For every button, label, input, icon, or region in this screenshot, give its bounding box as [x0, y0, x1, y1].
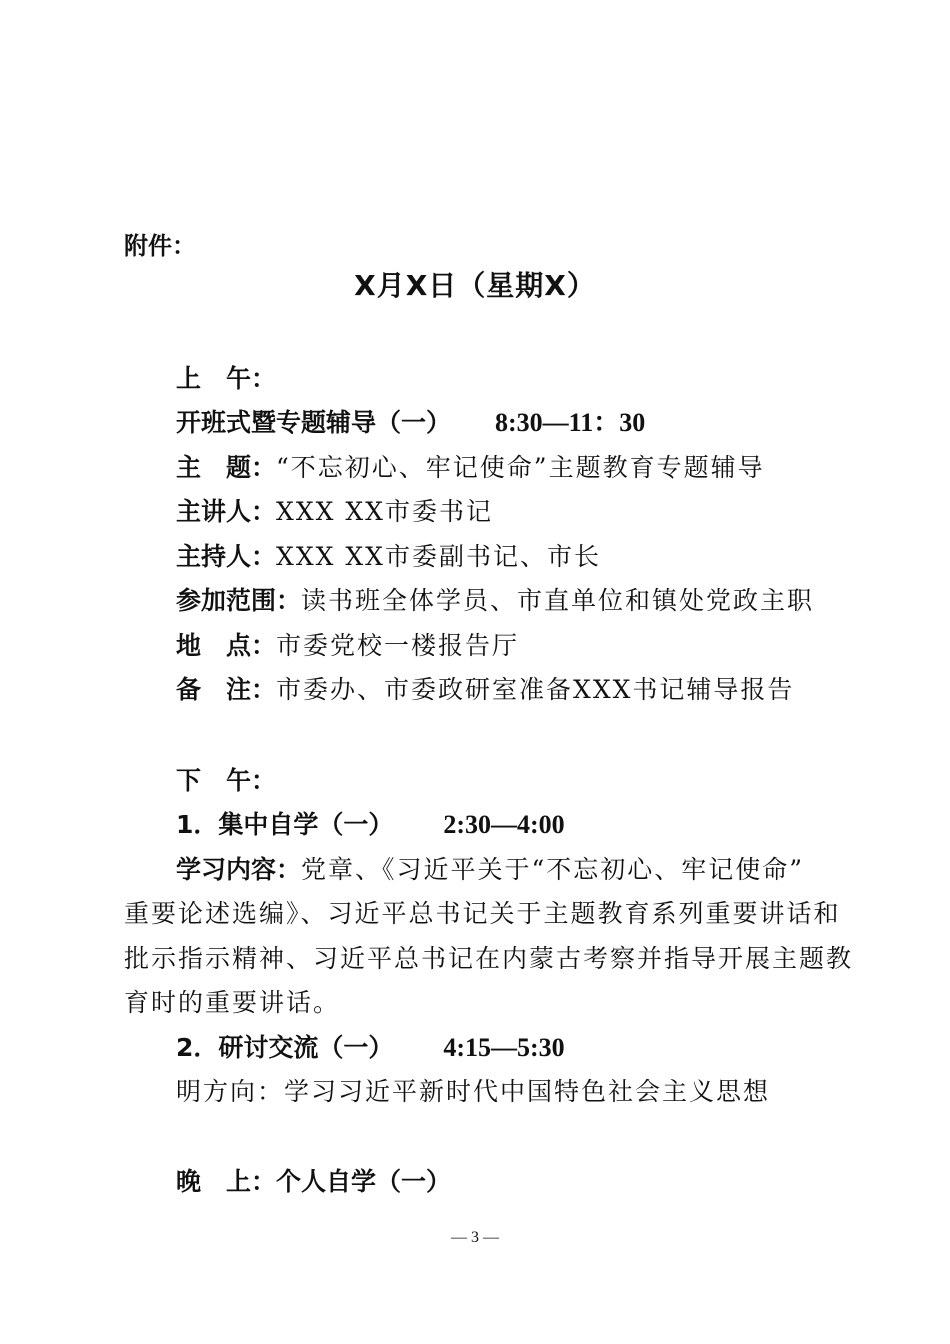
content-line-2: 重要论述选编》、习近平总书记关于主题教育系列重要讲话和	[124, 899, 841, 928]
content-row	[176, 852, 804, 888]
morning-session	[176, 405, 645, 441]
evening-heading: 晚 上：	[176, 1167, 277, 1196]
note-row	[176, 672, 794, 708]
evening-text: 个人自学（一）	[276, 1167, 452, 1196]
item1-time: 2:30—4:00	[443, 810, 565, 839]
attachment-label: 附件：	[124, 232, 196, 260]
location-value: 市委党校一楼报告厅	[276, 631, 520, 660]
host-label: 主持人：	[176, 542, 277, 571]
note-value: 市委办、市委政研室准备XXX书记辅导报告	[276, 675, 795, 704]
location-row	[176, 628, 519, 664]
speaker-label: 主讲人：	[176, 497, 277, 526]
speaker-value: XXX XX市委书记	[276, 497, 493, 526]
item2-description: 明方向：学习习近平新时代中国特色社会主义思想	[176, 1077, 771, 1106]
location-label: 地 点：	[176, 631, 277, 660]
topic-label: 主 题：	[176, 453, 277, 482]
note-label: 备 注：	[176, 675, 277, 704]
page-number: — 3 —	[451, 1229, 499, 1246]
afternoon-item1	[176, 807, 565, 843]
topic-value: “不忘初心、牢记使命”主题教育专题辅导	[276, 453, 765, 482]
topic-row	[176, 450, 765, 486]
speaker-row	[176, 494, 493, 530]
scope-value: 读书班全体学员、市直单位和镇处党政主职	[301, 586, 815, 615]
morning-heading: 上 午：	[176, 364, 277, 393]
host-value: XXX XX市委副书记、市长	[276, 542, 601, 571]
content-line-3: 批示指示精神、习近平总书记在内蒙古考察并指导开展主题教	[124, 944, 854, 973]
content-line-4: 育时的重要讲话。	[124, 988, 341, 1017]
date-title: X月X日（星期X）	[354, 269, 596, 302]
host-row	[176, 539, 601, 575]
item2-title: 2．研讨交流（一）	[176, 1033, 394, 1062]
item1-title: 1．集中自学（一）	[176, 810, 394, 839]
afternoon-heading: 下 午：	[176, 766, 277, 795]
content-label: 学习内容：	[176, 855, 302, 884]
morning-session-time: 8:30—11：30	[494, 408, 646, 437]
afternoon-item2	[176, 1030, 565, 1066]
scope-row	[176, 583, 814, 619]
morning-session-title: 开班式暨专题辅导（一）	[176, 408, 452, 437]
evening-row	[176, 1164, 451, 1200]
scope-label: 参加范围：	[176, 586, 302, 615]
item2-time: 4:15—5:30	[443, 1033, 565, 1062]
content-line-1: 党章、《习近平关于“不忘初心、牢记使命”	[301, 855, 805, 884]
